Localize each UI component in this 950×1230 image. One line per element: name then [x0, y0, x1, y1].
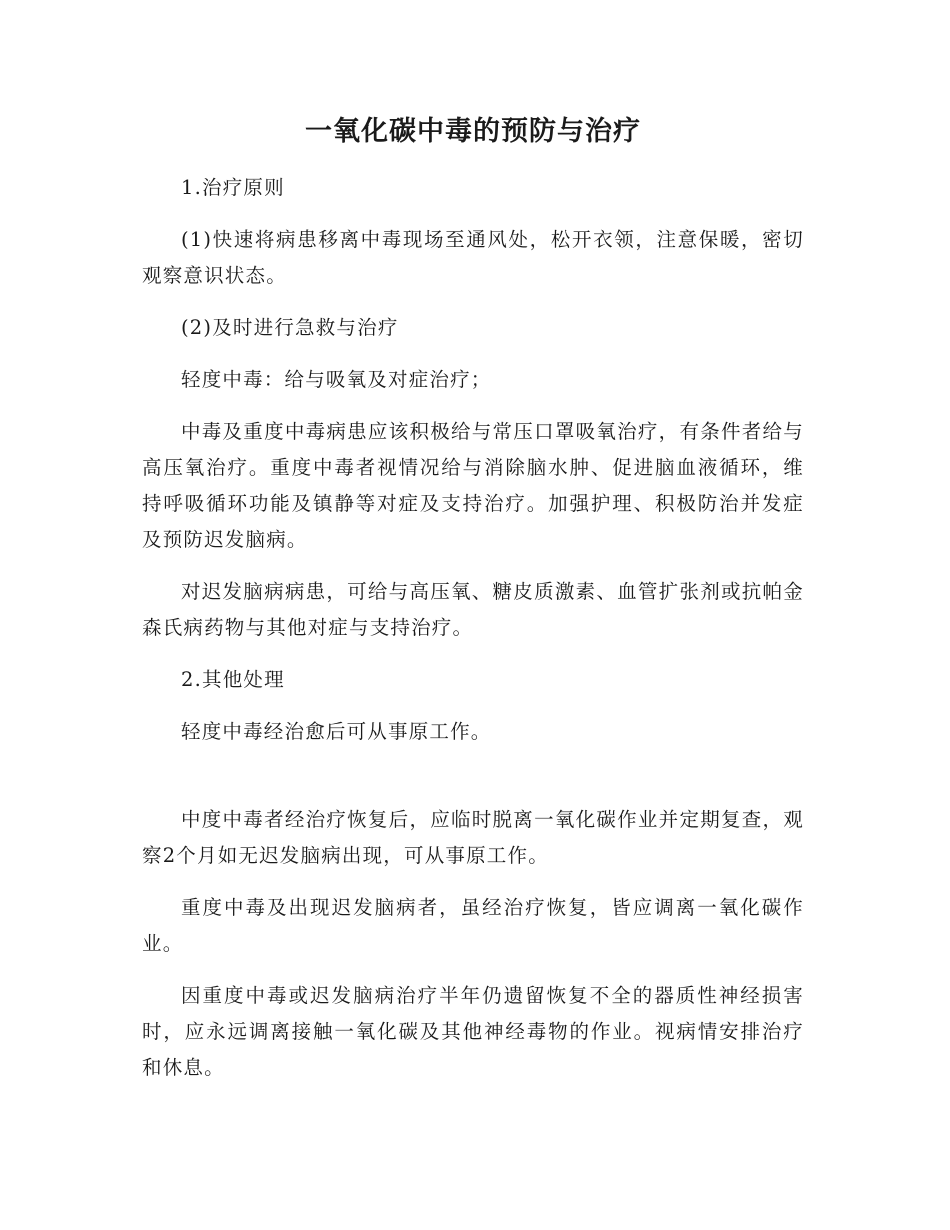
- section-heading-treatment-principles: 1.治疗原则: [181, 176, 285, 199]
- paragraph-moderate-return-to-work: 中度中毒者经治疗恢复后，应临时脱离一氧化碳作业并定期复查，观察2个月如无迟发脑病出现，可从事原工作。: [142, 808, 804, 867]
- document-title: 一氧化碳中毒的预防与治疗: [305, 116, 641, 147]
- paragraph-moderate-severe-poisoning: 中毒及重度中毒病患应该积极给与常压口罩吸氧治疗，有条件者给与高压氧治疗。重度中毒者视情况给与消除脑水肿、促进脑血液循环，维持呼吸循环功能及镇静等对症及支持治疗。加强护理、积极防治并发症及预防迟发脑病。: [142, 420, 804, 551]
- paragraph-mild-poisoning: 轻度中毒：给与吸氧及对症治疗；: [181, 368, 492, 391]
- paragraph-severe-reassignment: 重度中毒及出现迟发脑病者，虽经治疗恢复，皆应调离一氧化碳作业。: [142, 896, 804, 955]
- section-heading-other-handling: 2.其他处理: [181, 668, 285, 691]
- paragraph-mild-return-to-work: 轻度中毒经治愈后可从事原工作。: [181, 720, 492, 743]
- document-page: [142, 112, 804, 1102]
- paragraph-permanent-reassignment: 因重度中毒或迟发脑病治疗半年仍遗留恢复不全的器质性神经损害时，应永远调离接触一氧化碳及其他神经毒物的作业。视病情安排治疗和休息。: [142, 984, 804, 1079]
- paragraph-delayed-encephalopathy: 对迟发脑病病患，可给与高压氧、糖皮质激素、血管扩张剂或抗帕金森氏病药物与其他对症与支持治疗。: [142, 580, 804, 639]
- paragraph-move-patient: (1)快速将病患移离中毒现场至通风处，松开衣领，注意保暖，密切观察意识状态。: [142, 228, 804, 287]
- paragraph-emergency-treatment: (2)及时进行急救与治疗: [181, 316, 399, 339]
